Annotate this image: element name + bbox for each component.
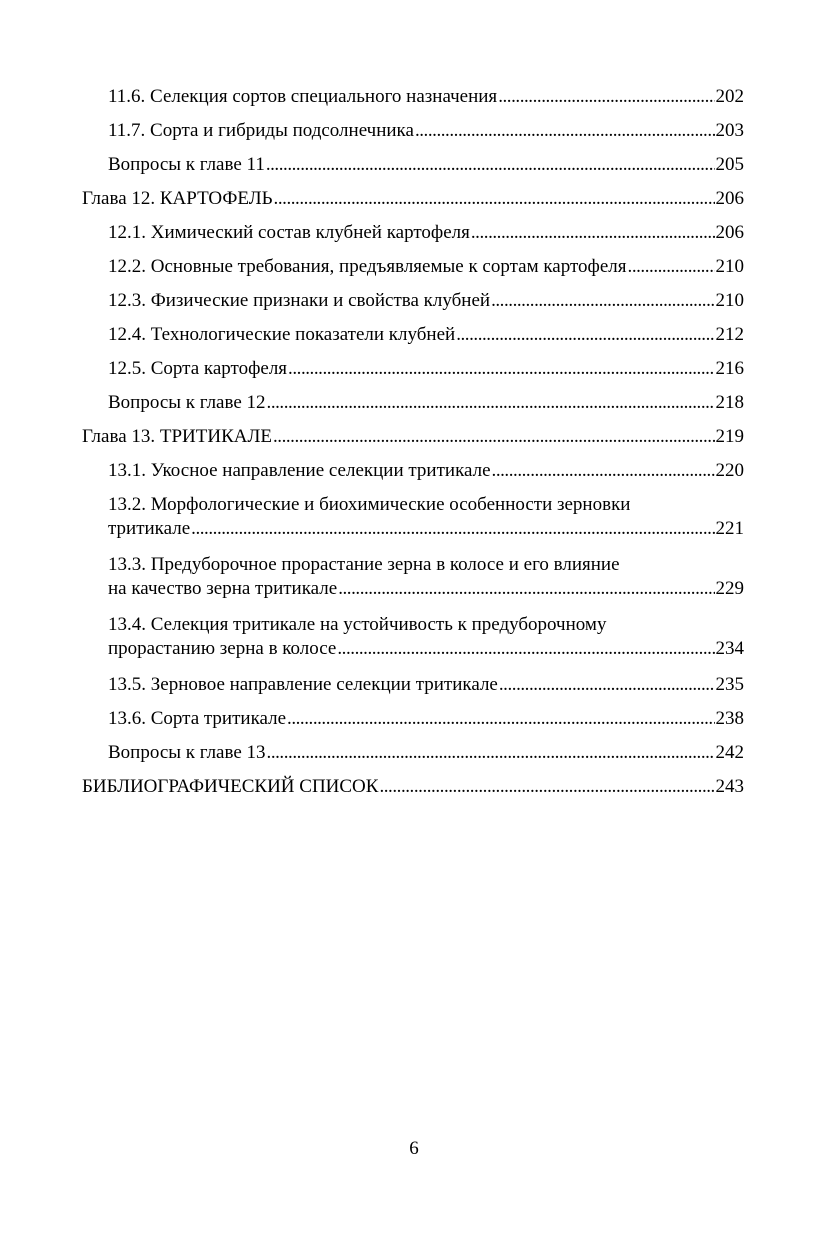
toc-entry-12-2[interactable] [82,250,744,284]
toc-entry-title: Глава 13. ТРИТИКАЛЕ [82,426,272,447]
toc-entry-title-line1: 13.4. Селекция тритикале на устойчивость к предуборочному [108,614,607,635]
toc-entry-title: 13.5. Зерновое направление селекции тритикале [108,674,498,695]
toc-entry-page: 243 [715,776,744,797]
toc-entry-12-4[interactable] [82,318,744,352]
table-of-contents [82,80,744,804]
dot-leader [337,637,714,661]
dot-leader [415,119,715,143]
dot-leader [267,391,715,415]
toc-entry-title: тритикале [108,518,191,539]
dot-leader [498,85,714,109]
dot-leader [274,187,715,211]
toc-entry-questions-11[interactable] [82,148,744,182]
dot-leader [456,323,714,347]
toc-entry-questions-12[interactable] [82,386,744,420]
dot-leader [471,221,715,245]
dot-leader [499,673,715,697]
toc-entry-12-5[interactable] [82,352,744,386]
toc-entry-page: 221 [715,518,744,539]
toc-entry-11-6[interactable] [82,80,744,114]
toc-entry-title: 12.4. Технологические показатели клубней [108,324,456,345]
toc-entry-chapter-12[interactable] [82,182,744,216]
toc-entry-title: Вопросы к главе 11 [108,154,265,175]
dot-leader [288,357,714,381]
toc-entry-page: 220 [715,460,744,481]
toc-entry-title-line1: 13.2. Морфологические и биохимические особенности зерновки [108,494,631,515]
toc-entry-page: 235 [715,674,744,695]
page-number: 6 [409,1138,419,1159]
toc-entry-page: 210 [715,256,744,277]
dot-leader [628,255,715,279]
dot-leader [266,153,715,177]
toc-entry-title: БИБЛИОГРАФИЧЕСКИЙ СПИСОК [82,776,379,797]
dot-leader [379,775,714,799]
toc-entry-page: 203 [715,120,744,141]
dot-leader [287,707,714,731]
toc-entry-11-7[interactable] [82,114,744,148]
toc-entry-title: Вопросы к главе 12 [108,392,266,413]
dot-leader [492,459,715,483]
toc-entry-page: 216 [715,358,744,379]
toc-entry-questions-13[interactable] [82,736,744,770]
toc-entry-title-line1: 13.3. Предуборочное прорастание зерна в колосе и его влияние [108,554,620,575]
toc-entry-page: 238 [715,708,744,729]
toc-entry-title: 13.1. Укосное направление селекции тритикале [108,460,491,481]
toc-entry-title: 12.3. Физические признаки и свойства клубней [108,290,491,311]
toc-entry-bibliography[interactable] [82,770,744,804]
toc-entry-page: 206 [715,188,744,209]
toc-entry-page: 242 [715,742,744,763]
dot-leader [338,577,714,601]
dot-leader [491,289,714,313]
toc-entry-title: Вопросы к главе 13 [108,742,266,763]
toc-entry-page: 229 [715,578,744,599]
toc-entry-chapter-13[interactable] [82,420,744,454]
toc-entry-title: 12.1. Химический состав клубней картофеля [108,222,470,243]
toc-entry-page: 202 [715,86,744,107]
toc-entry-13-5[interactable] [82,668,744,702]
toc-entry-13-4[interactable] [82,608,744,668]
toc-entry-title: 11.6. Селекция сортов специального назначения [108,86,498,107]
toc-entry-title: 11.7. Сорта и гибриды подсолнечника [108,120,414,141]
toc-entry-page: 210 [715,290,744,311]
toc-entry-12-3[interactable] [82,284,744,318]
dot-leader [267,741,715,765]
toc-entry-title: на качество зерна тритикале [108,578,338,599]
toc-entry-page: 212 [715,324,744,345]
toc-entry-page: 205 [715,154,744,175]
toc-entry-title: 13.6. Сорта тритикале [108,708,287,729]
toc-entry-12-1[interactable] [82,216,744,250]
toc-entry-page: 234 [715,638,744,659]
toc-entry-title: 12.5. Сорта картофеля [108,358,288,379]
dot-leader [273,425,715,449]
toc-entry-title: Глава 12. КАРТОФЕЛЬ [82,188,273,209]
dot-leader [191,517,714,541]
toc-entry-page: 218 [715,392,744,413]
toc-entry-title: прорастанию зерна в колосе [108,638,337,659]
toc-entry-13-1[interactable] [82,454,744,488]
toc-entry-page: 219 [715,426,744,447]
toc-entry-13-6[interactable] [82,702,744,736]
toc-entry-13-3[interactable] [82,548,744,608]
toc-entry-13-2[interactable] [82,488,744,548]
toc-entry-title: 12.2. Основные требования, предъявляемые к сортам картофеля [108,256,627,277]
toc-entry-page: 206 [715,222,744,243]
